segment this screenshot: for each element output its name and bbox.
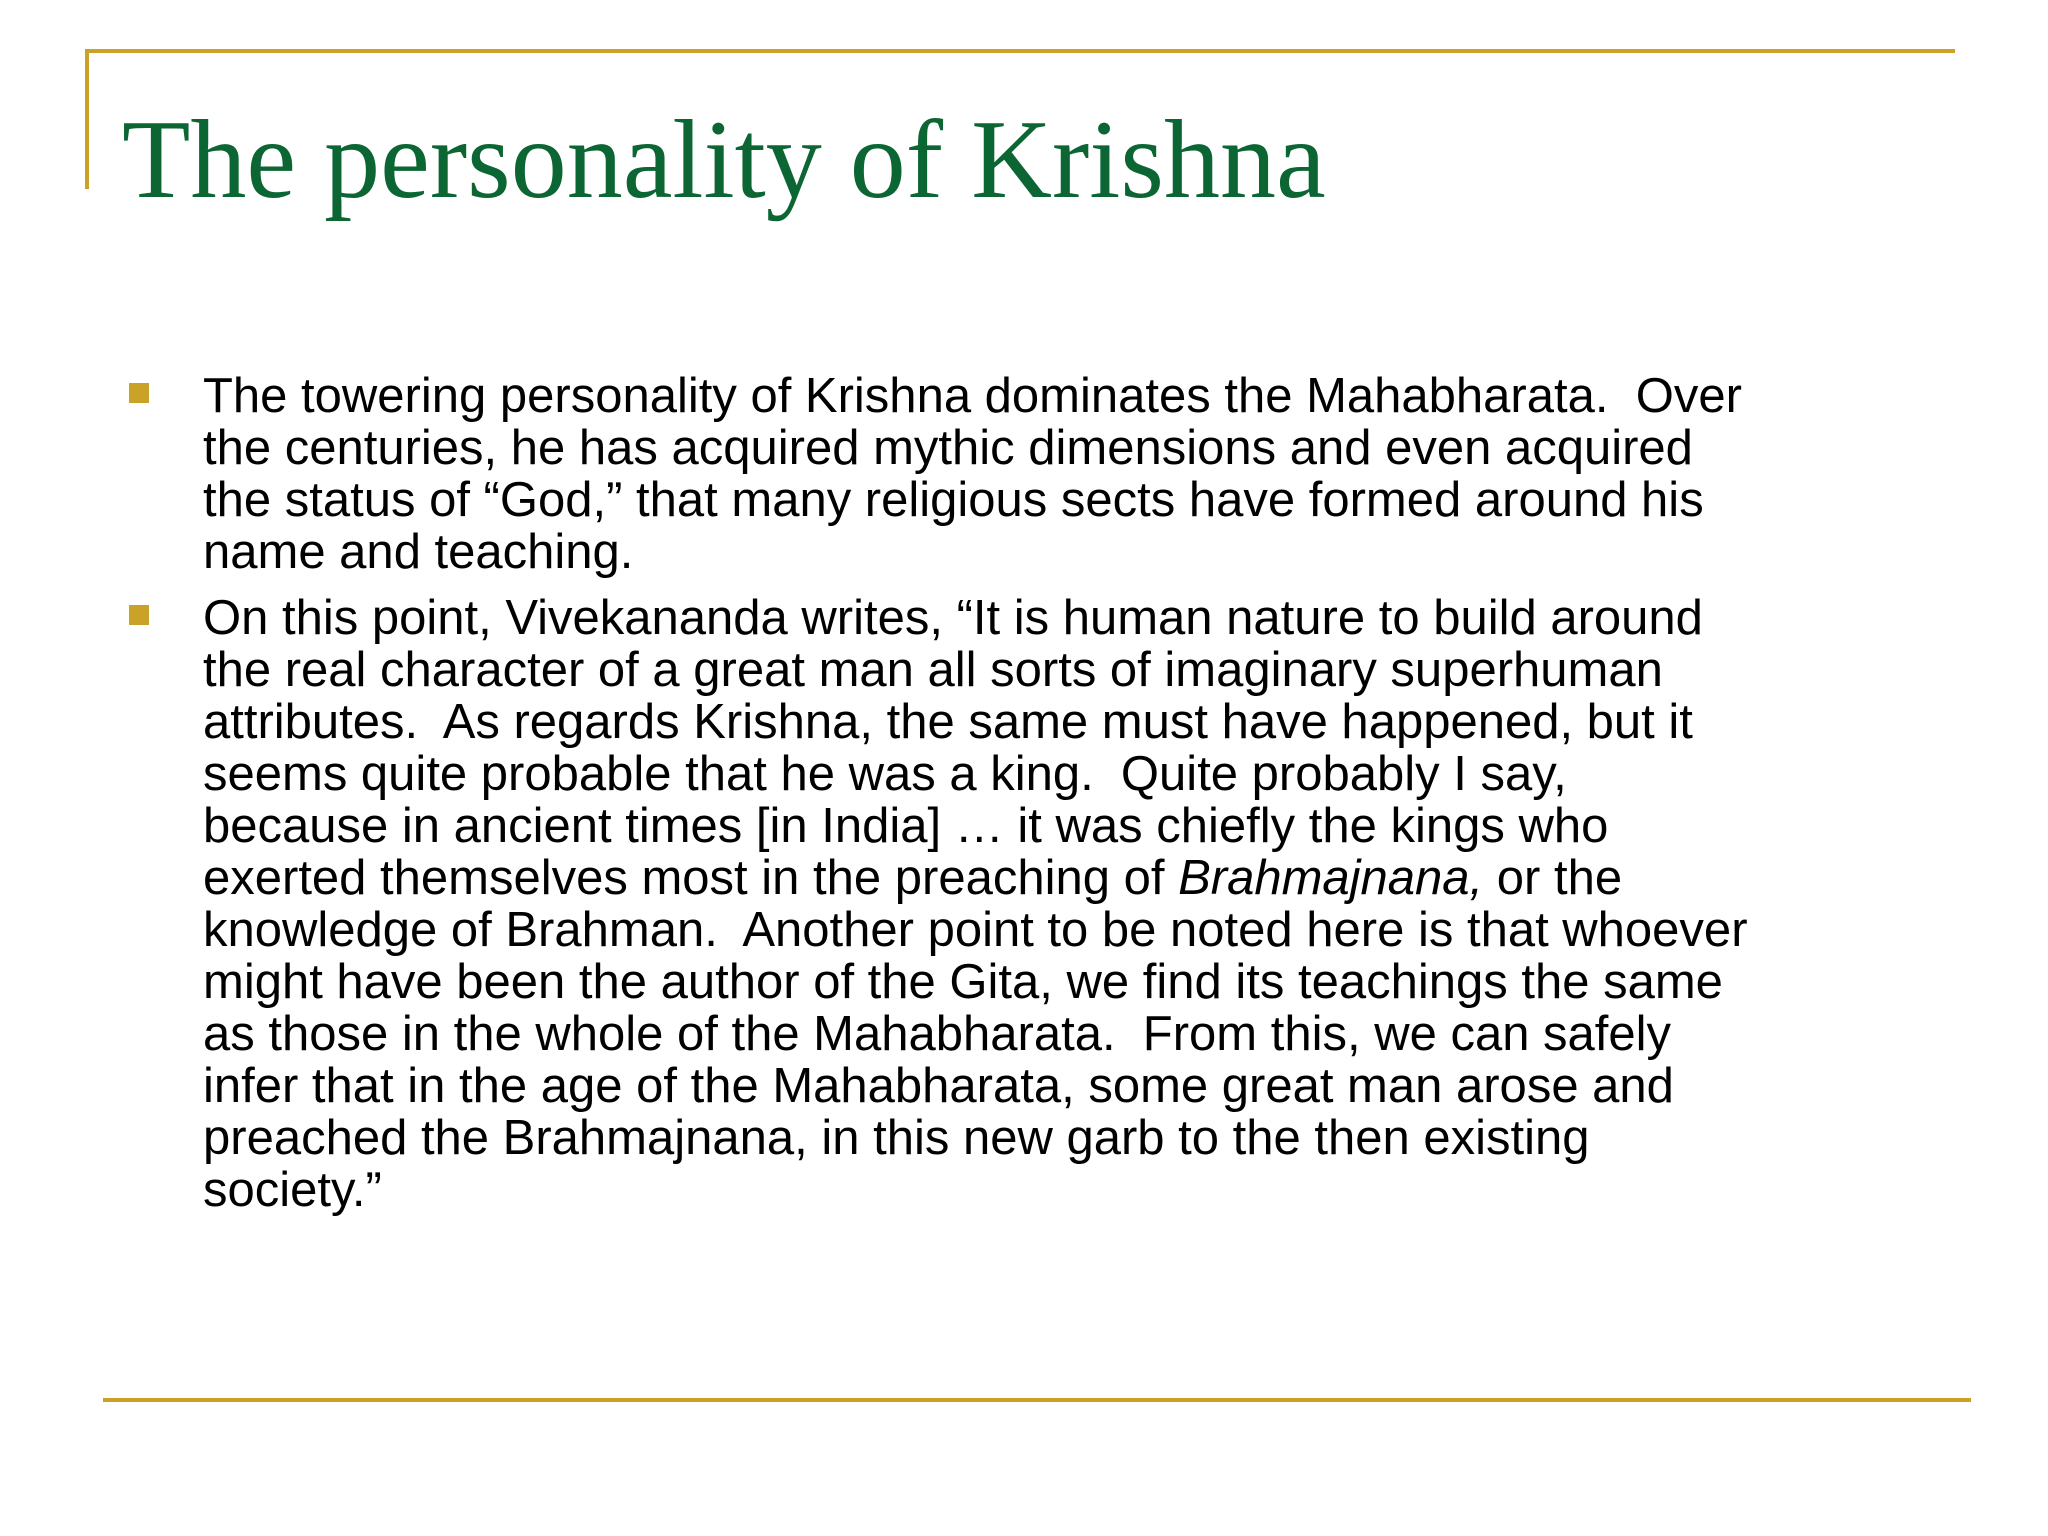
bullet-list (0, 370, 2048, 1216)
text-line: attributes. As regards Krishna, the same must have happened, but it (203, 695, 1693, 749)
text-line: name and teaching. (203, 525, 634, 579)
text-line: the centuries, he has acquired mythic dimensions and even acquired (203, 421, 1693, 475)
bullet-item (0, 370, 2048, 578)
text-line: knowledge of Brahman. Another point to be noted here is that whoever (203, 903, 1748, 957)
text-line: On this point, Vivekananda writes, “It is human nature to build around (203, 591, 1703, 645)
text-line: as those in the whole of the Mahabharata. From this, we can safely (203, 1007, 1672, 1061)
text-line: The towering personality of Krishna dominates the Mahabharata. Over (203, 369, 1742, 423)
slide-title: The personality of Krishna (122, 98, 1326, 222)
bullet-item (0, 592, 2048, 1216)
text-line: the status of “God,” that many religious sects have formed around his (203, 473, 1704, 527)
text-line: seems quite probable that he was a king. Quite probably I say, (203, 747, 1567, 801)
text-line (203, 852, 2048, 904)
bullet-text (203, 370, 2048, 578)
square-bullet-icon (129, 383, 149, 403)
text-segment: or the (1483, 851, 1623, 905)
text-line: might have been the author of the Gita, we find its teachings the same (203, 955, 1723, 1009)
top-accent-rule (85, 49, 1955, 53)
bottom-accent-rule (103, 1398, 1971, 1402)
bullet-text (203, 592, 2048, 1216)
square-bullet-icon (129, 605, 149, 625)
text-line: preached the Brahmajnana, in this new garb to the then existing (203, 1111, 1590, 1165)
text-line: the real character of a great man all sorts of imaginary superhuman (203, 643, 1663, 697)
text-line: infer that in the age of the Mahabharata, some great man arose and (203, 1059, 1674, 1113)
left-accent-rule (85, 49, 89, 189)
text-segment: exerted themselves most in the preaching of (203, 851, 1179, 905)
text-line: because in ancient times [in India] … it was chiefly the kings who (203, 799, 1609, 853)
text-line: society.” (203, 1163, 382, 1217)
italic-term: Brahmajnana, (1178, 851, 1484, 905)
